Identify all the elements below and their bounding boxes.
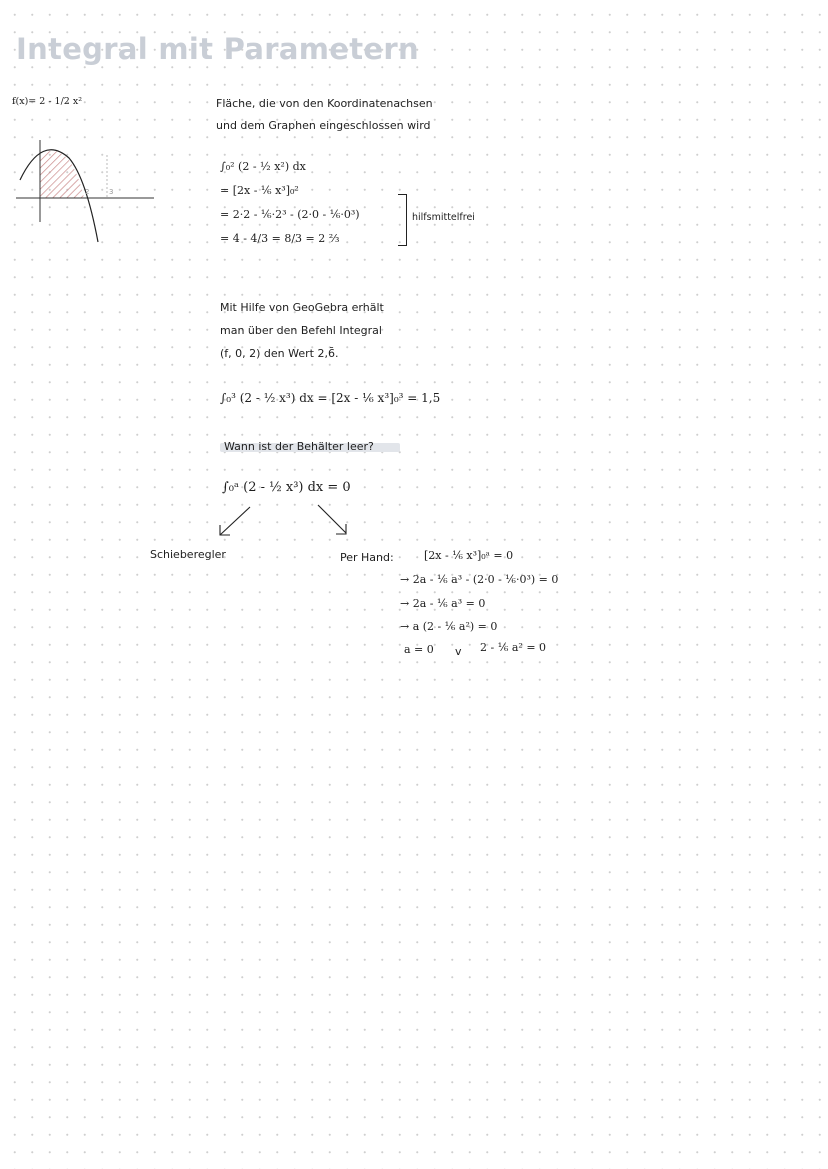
arrow-right-head xyxy=(336,524,346,534)
block3-formula: ∫₀³ (2 - ½ x³) dx = [2x - ⅙ x³]₀³ = 1,5 xyxy=(220,391,441,405)
block2-line2: man über den Befehl Integral xyxy=(220,324,382,337)
tick-2: 2 xyxy=(85,188,90,196)
arrow-right-line xyxy=(318,505,346,533)
step4: → a (2 - ⅙ a²) = 0 xyxy=(400,620,498,633)
step5-a: a = 0 xyxy=(404,643,434,656)
block4-question: Wann ist der Behälter leer? xyxy=(224,440,374,453)
block2-line3: (f, 0, 2) den Wert 2,6̄. xyxy=(220,347,339,360)
arrow-left-line xyxy=(220,507,250,535)
block4-formula: ∫₀ᵃ (2 - ½ x³) dx = 0 xyxy=(222,480,351,495)
block1-calc4: = 4 - 4/3 = 8/3 = 2 ⅔ xyxy=(220,232,340,245)
block2-line1: Mit Hilfe von GeoGebra erhält xyxy=(220,301,384,314)
page-title: Integral mit Parametern xyxy=(16,32,419,66)
left-branch-label: Schieberegler xyxy=(150,548,226,561)
step5-c: 2 - ⅙ a² = 0 xyxy=(480,641,547,654)
step5-or: v xyxy=(455,645,462,658)
shaded-area xyxy=(40,151,84,198)
tick-3: 3 xyxy=(109,188,114,196)
branch-arrows xyxy=(214,503,354,543)
block1-line1: Fläche, die von den Koordinatenachsen xyxy=(216,97,433,110)
step3: → 2a - ⅙ a³ = 0 xyxy=(400,597,486,610)
block1-calc3: = 2·2 - ⅙·2³ - (2·0 - ⅙·0³) xyxy=(220,208,360,221)
step1: [2x - ⅙ x³]₀ᵃ = 0 xyxy=(424,549,514,562)
function-graph xyxy=(14,130,174,250)
calc-bracket xyxy=(398,194,407,246)
step2: → 2a - ⅙ a³ - (2·0 - ⅙·0³) = 0 xyxy=(400,573,559,586)
function-definition: f(x)= 2 - 1/2 x² xyxy=(12,96,83,107)
block1-calc1: ∫₀² (2 - ½ x²) dx xyxy=(220,160,306,173)
block1-calc2: = [2x - ⅙ x³]₀² xyxy=(220,184,299,197)
block1-line2: und dem Graphen eingeschlossen wird xyxy=(216,119,431,132)
side-note: hilfsmittelfrei xyxy=(412,212,475,223)
right-branch-label: Per Hand: xyxy=(340,551,394,564)
